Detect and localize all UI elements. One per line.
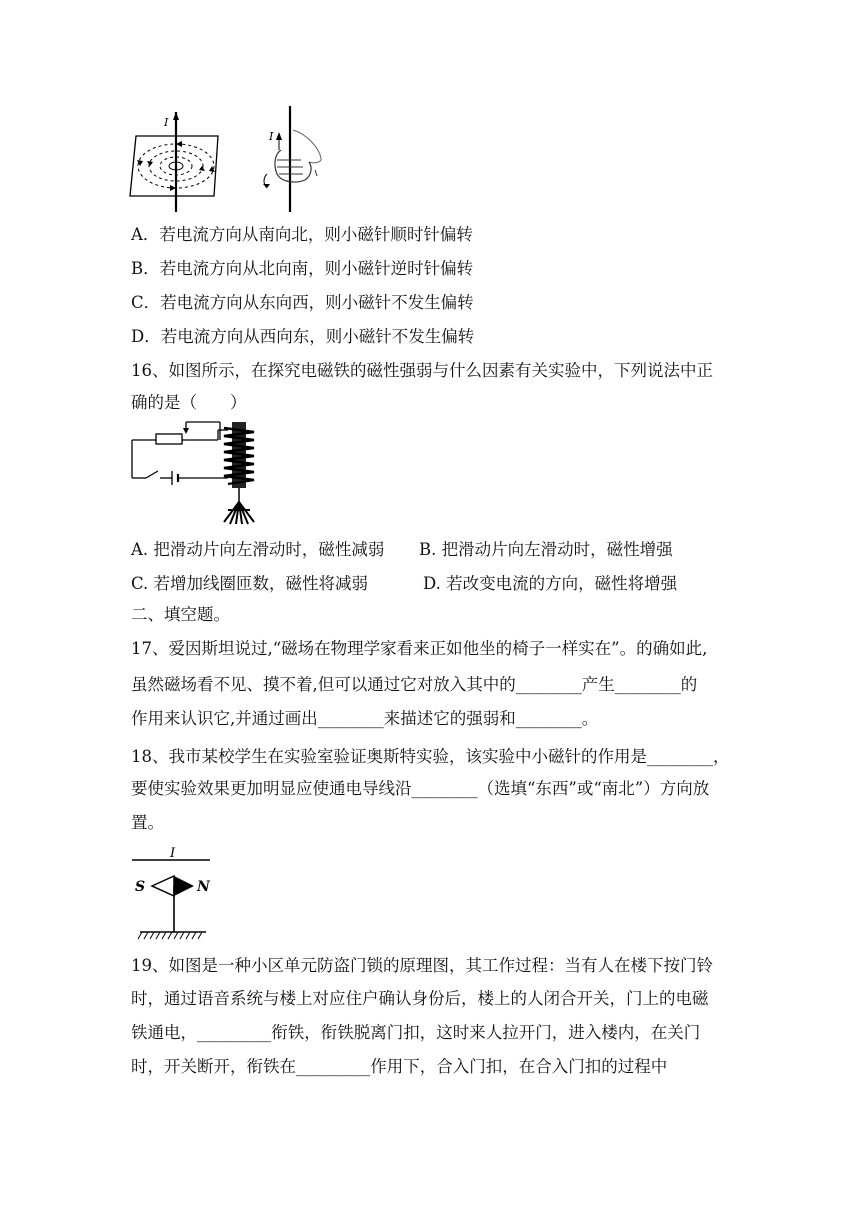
q17-line1: 17、爱因斯坦说过,“磁场在物理学家看来正如他坐的椅子一样实在”。的确如此, — [131, 639, 708, 658]
q18-north-label: N — [197, 879, 210, 895]
q15-option-c: C．若电流方向从东向西，则小磁针不发生偏转 — [131, 293, 474, 312]
q19-line4: 时，开关断开，衔铁在_________作用下，合入门扣，在合入门扣的过程中 — [131, 1057, 668, 1076]
q16-stem-line1: 16、如图所示，在探究电磁铁的磁性强弱与什么因素有关实验中，下列说法中正 — [131, 361, 713, 380]
q15-option-d: D．若电流方向从西向东，则小磁针不发生偏转 — [131, 327, 475, 346]
q16-option-d: D. 若改变电流的方向，磁性将增强 — [423, 574, 678, 593]
q17-line3: 作用来认识它,并通过画出________来描述它的强弱和________。 — [131, 709, 599, 728]
q18-line1: 18、我市某校学生在实验室验证奥斯特实验，该实验中小磁针的作用是________， — [131, 747, 730, 766]
q16-option-c: C. 若增加线圈匝数，磁性将减弱 — [131, 574, 369, 593]
q15-option-b: B．若电流方向从北向南，则小磁针逆时针偏转 — [131, 259, 474, 278]
q17-line2: 虽然磁场看不见、摸不着,但可以通过它对放入其中的________产生________的 — [131, 675, 698, 694]
q16-electromagnet-circuit-figure — [128, 418, 270, 528]
q19-line3: 铁通电，_________衔铁，衔铁脱离门扣，这时来人拉开门，进入楼内，在关门 — [131, 1023, 701, 1042]
q15-option-a: A．若电流方向从南向北，则小磁针顺时针偏转 — [131, 225, 473, 244]
q18-line3: 置。 — [131, 813, 164, 832]
q16-option-b: B. 把滑动片向左滑动时，磁性增强 — [419, 540, 673, 559]
q18-oersted-compass-figure — [130, 844, 212, 942]
q15-magnetic-field-figure — [128, 108, 224, 212]
q18-south-label: S — [135, 879, 146, 895]
q16-stem-line2: 确的是（ ） — [131, 393, 247, 412]
q15-current-label-2: I — [269, 130, 274, 143]
q15-current-label-1: I — [164, 116, 169, 129]
q15-right-hand-rule-figure — [255, 104, 325, 214]
q19-line1: 19、如图是一种小区单元防盗门锁的原理图，其工作过程：当有人在楼下按门铃 — [131, 956, 713, 975]
q16-option-a: A. 把滑动片向左滑动时，磁性减弱 — [131, 540, 385, 559]
q18-line2: 要使实验效果更加明显应使通电导线沿________（选填“东西”或“南北”）方向放 — [131, 779, 710, 798]
q19-line2: 时，通过语音系统与楼上对应住户确认身份后，楼上的人闭合开关，门上的电磁 — [131, 989, 709, 1008]
q18-current-label: I — [170, 846, 176, 861]
section-fill-in-heading: 二、填空题。 — [131, 605, 230, 624]
